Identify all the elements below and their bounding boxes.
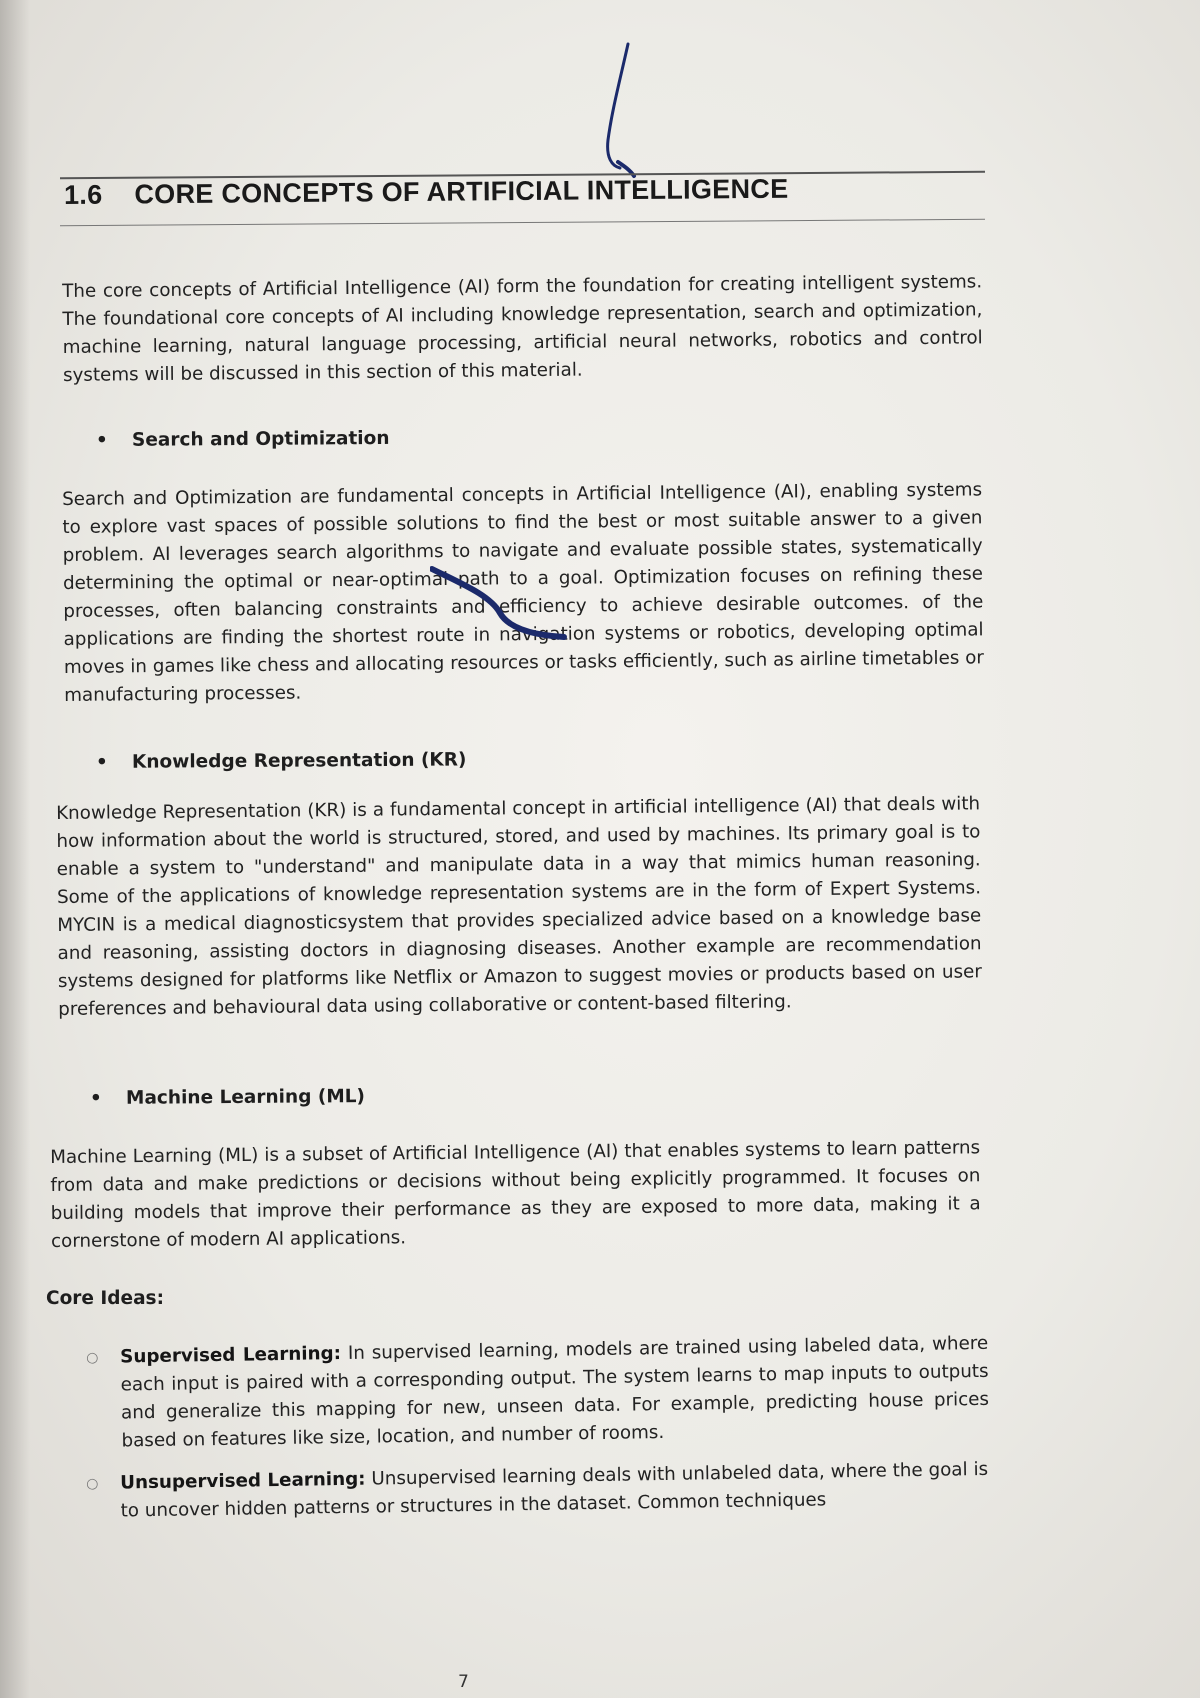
section-title: Machine Learning (ML) <box>125 1086 366 1109</box>
core-ideas-label: Core Ideas: <box>46 1288 164 1309</box>
bullet-icon: • <box>95 751 108 773</box>
description: In supervised learning, models are trained using labeled data, where each input is paired with a corresponding output. The system learns to map inputs to outputs and generalize this mapping for new, unseen data. For example, predicting house prices based on features like size, location, and number of rooms. <box>120 1332 990 1452</box>
circle-bullet-icon: ○ <box>86 1349 99 1367</box>
section-heading <box>64 172 984 211</box>
bullet-icon: • <box>95 429 108 451</box>
description: Unsupervised learning deals with unlabeled data, where the goal is to uncover hidden patterns or structures in the dataset. Common techniques <box>120 1458 989 1522</box>
term: Unsupervised Learning: <box>120 1468 366 1494</box>
bullet-icon: • <box>89 1087 102 1109</box>
section-title: Search and Optimization <box>131 427 390 451</box>
page-number: 7 <box>458 1672 469 1692</box>
section-title: Knowledge Representation (KR) <box>131 749 467 773</box>
list-item-unsupervised-learning <box>88 1456 989 1526</box>
circle-bullet-icon: ○ <box>86 1475 99 1493</box>
section-heading-search-optimization <box>96 428 390 451</box>
section-number: 1.6 <box>63 179 103 210</box>
list-item-supervised-learning <box>88 1330 990 1456</box>
term: Supervised Learning: <box>120 1343 342 1368</box>
handwritten-pen-stroke <box>590 40 650 180</box>
knowledge-representation-paragraph: Knowledge Representation (KR) is a fundamental concept in artificial intelligence (AI) that deals with how information about the world is structured, stored, and used by machines. Its primary goal is to enable a system to "understand" and manipulate data in a way that mimics human reasoning. Some of the applications of knowledge representation systems are in the form of Expert Systems. MYCIN is a medical diagnosticsystem that provides specialized advice based on a knowledge base and reasoning, assisting doctors in diagnosing diseases. Another example are recommendation systems designed for platforms like Netflix or Amazon to suggest movies or products based on user preferences and behavioural data using collaborative or content-based filtering. <box>56 793 982 1020</box>
handwritten-pen-mark <box>430 565 570 645</box>
machine-learning-paragraph: Machine Learning (ML) is a subset of Artificial Intelligence (AI) that enables systems to learn patterns from data and make predictions or decisions without being explicitly programmed. It focuses on building models that improve their performance as they are exposed to more data, making it a cornerstone of modern AI applications. <box>50 1137 981 1252</box>
heading-bottom-rule <box>60 219 985 226</box>
section-heading-machine-learning <box>90 1086 365 1109</box>
section-title: CORE CONCEPTS OF ARTIFICIAL INTELLIGENCE <box>134 173 789 210</box>
intro-paragraph: The core concepts of Artificial Intelligence (AI) form the foundation for creating intelligent systems. The foundational core concepts of AI including knowledge representation, search and optimization, machine learning, natural language processing, artificial neural networks, robotics and control systems will be discussed in this section of this material. <box>62 271 983 386</box>
section-heading-knowledge-representation <box>96 749 467 773</box>
search-optimization-paragraph: Search and Optimization are fundamental concepts in Artificial Intelligence (AI), enabling systems to explore vast spaces of possible solutions to find the best or most suitable answer to a given problem. AI leverages search algorithms to navigate and evaluate possible states, systematically determining the optimal or near-optimal path to a goal. Optimization focuses on refining these processes, often balancing constraints and efficiency to achieve desirable outcomes. of the applications are finding the shortest route in navigation systems or robotics, developing optimal moves in games like chess and allocating resources or tasks efficiently, such as airline timetables or manufacturing processes. <box>62 479 984 706</box>
page-edge-shadow <box>0 0 30 1698</box>
